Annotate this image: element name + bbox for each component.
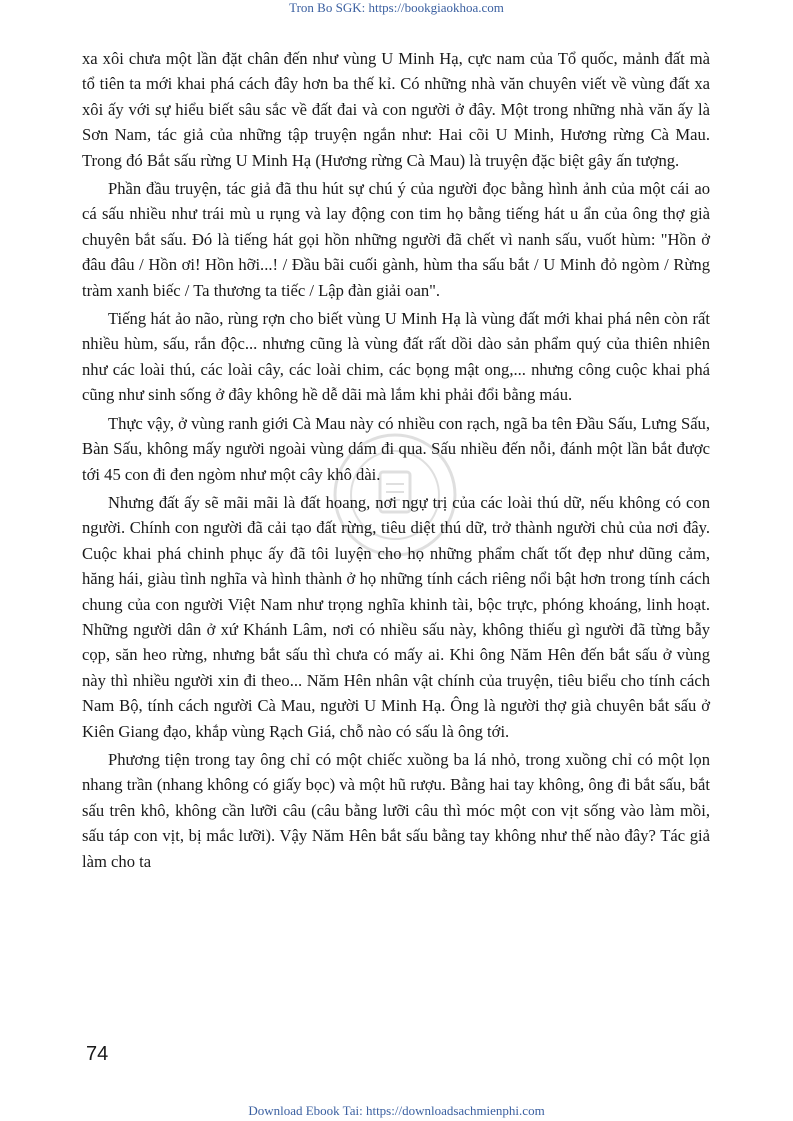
paragraph-3: Tiếng hát ảo não, rùng rợn cho biết vùng U Minh Hạ là vùng đất mới khai phá nên còn rất nhiều hùm, sấu, rắn độc... nhưng cũng là vùng đất rất dồi dào sản phẩm quý của thiên nhiên như các loài thú, các loài cây, các loài chim, các bọng mật ong,... nhưng công cuộc khai phá cũng như sinh sống ở đây không hề dễ dãi mà lắm khi phải đổi bằng máu. <box>82 309 710 405</box>
paragraph-1: xa xôi chưa một lần đặt chân đến như vùng U Minh Hạ, cực nam của Tổ quốc, mảnh đất mà tổ tiên ta mới khai phá cách đây hơn ba thế kỉ. Có những nhà văn chuyên viết về vùng đất xa xôi ấy với sự hiểu biết sâu sắc về đất đai và con người ở đây. Một trong những nhà văn ấy là Sơn Nam, tác giả của những tập truyện ngắn như: Hai cõi U Minh, Hương rừng Cà Mau. Trong đó Bắt sấu rừng U Minh Hạ (Hương rừng Cà Mau) là truyện đặc biệt gây ấn tượng. <box>82 49 710 170</box>
header-source-link[interactable]: Tron Bo SGK: https://bookgiaokhoa.com <box>289 0 504 15</box>
paragraph-4: Thực vậy, ở vùng ranh giới Cà Mau này có nhiều con rạch, ngã ba tên Đầu Sấu, Lưng Sấu, Bàn Sấu, không mấy người ngoài vùng dám đi qua. Sấu nhiều đến nỗi, đánh một lần bắt được tới 45 con đi đen ngòm như một cây khô dài. <box>82 413 710 484</box>
paragraph-6: Phương tiện trong tay ông chỉ có một chiếc xuồng ba lá nhỏ, trong xuồng chỉ có một lọn nhang trần (nhang không có giấy bọc) và một hũ rượu. Bằng hai tay không, ông đi bắt sấu, bắt sấu trên khô, không cần lưỡi câu (câu bằng lưỡi câu thì móc một con vịt sống vào làm mồi, sấu táp con vịt, bị mắc lưỡi). Vậy Năm Hên bắt sấu bằng tay không như thế nào đây? Tác giả làm cho ta <box>82 749 710 871</box>
page-content <box>82 46 710 874</box>
footer-download-link[interactable]: Download Ebook Tai: https://downloadsachmienphi.com <box>248 1103 545 1118</box>
page-number: 74 <box>86 1043 109 1065</box>
paragraph-5: Nhưng đất ấy sẽ mãi mãi là đất hoang, nơi ngự trị của các loài thú dữ, nếu không có con người. Chính con người đã cải tạo đất rừng, tiêu diệt thú dữ, trở thành người chủ của nơi đây. Cuộc khai phá chinh phục ấy đã tôi luyện cho họ những phẩm chất tốt đẹp như dũng cảm, hăng hái, giàu tình nghĩa và hình thành ở họ những tính cách riêng nổi bật hơn trong tính cách chung của con người Việt Nam như trọng nghĩa khinh tài, bộc trực, phóng khoáng, linh hoạt. Những người dân ở xứ Khánh Lâm, nơi có nhiều sấu này, không thiếu gì người đã từng bẫy cọp, săn heo rừng, nhưng bắt sấu thì chưa có mấy ai. Khi ông Năm Hên đến bắt sấu ở vùng này thì nhiều người xin đi theo... Năm Hên nhân vật chính của truyện, tiêu biểu cho tính cách Nam Bộ, tính cách người Cà Mau, người U Minh Hạ. Ông là người thợ già chuyên bắt sấu ở Kiên Giang đạo, khắp vùng Rạch Giá, chỗ nào có sấu là ông tới. <box>82 492 710 741</box>
paragraph-2: Phần đầu truyện, tác giả đã thu hút sự chú ý của người đọc bằng hình ảnh của một cái ao cá sấu nhiều như trái mù u rụng và lay động con tim họ bằng tiếng hát u ẩn của ông thợ già chuyên bắt sấu. Đó là tiếng hát gọi hồn những người đã chết vì nanh sấu, vuốt hùm: "Hồn ở đâu đâu / Hồn ơi! Hồn hỡi...! / Đầu bãi cuối gành, hùm tha sấu bắt / U Minh đỏ ngòm / Rừng tràm xanh biếc / Ta thương ta tiếc / Lập đàn giải oan". <box>82 179 710 300</box>
